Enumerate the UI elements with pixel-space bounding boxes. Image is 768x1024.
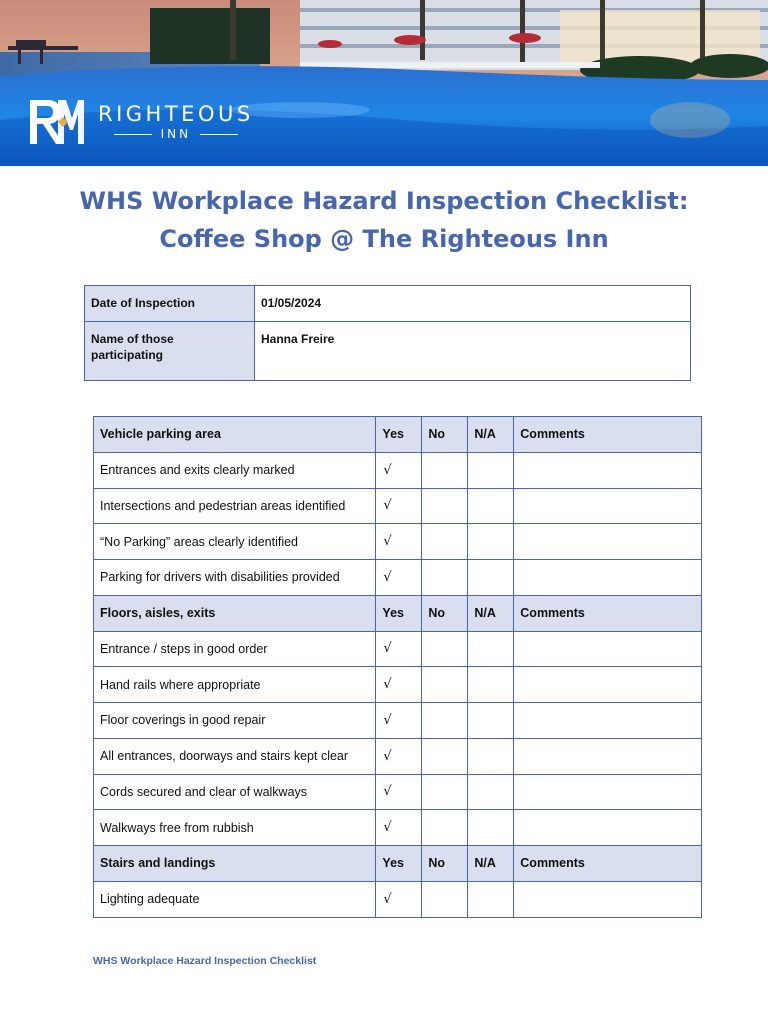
brand-logo xyxy=(24,96,254,148)
column-comments-header: Comments xyxy=(514,846,702,882)
comment-cell xyxy=(514,738,702,774)
section-title: Floors, aisles, exits xyxy=(94,595,376,631)
yes-checkmark-cell: √ xyxy=(376,881,422,917)
comment-cell xyxy=(514,667,702,703)
brand-sub: INN xyxy=(160,127,192,141)
checklist-item-label: Intersections and pedestrian areas identified xyxy=(94,488,376,524)
brand-name: RIGHTEOUS xyxy=(98,102,254,126)
column-no-header: No xyxy=(422,595,468,631)
date-value: 01/05/2024 xyxy=(255,286,691,322)
info-row-date xyxy=(85,286,691,322)
hazard-checklist-table xyxy=(93,416,702,918)
column-yes-header: Yes xyxy=(376,595,422,631)
no-cell xyxy=(422,631,468,667)
yes-checkmark-cell: √ xyxy=(376,703,422,739)
na-cell xyxy=(468,667,514,703)
checklist-item-label: Floor coverings in good repair xyxy=(94,703,376,739)
na-cell xyxy=(468,810,514,846)
page-footer: WHS Workplace Hazard Inspection Checklist xyxy=(93,955,317,967)
column-comments-header: Comments xyxy=(514,595,702,631)
comment-cell xyxy=(514,452,702,488)
checklist-row xyxy=(94,881,702,917)
checklist-item-label: Parking for drivers with disabilities provided xyxy=(94,560,376,596)
checklist-item-label: Entrances and exits clearly marked xyxy=(94,452,376,488)
checklist-row xyxy=(94,488,702,524)
na-cell xyxy=(468,738,514,774)
no-cell xyxy=(422,667,468,703)
no-cell xyxy=(422,810,468,846)
section-header-row xyxy=(94,417,702,453)
checklist-item-label: Cords secured and clear of walkways xyxy=(94,774,376,810)
yes-checkmark-cell: √ xyxy=(376,631,422,667)
yes-checkmark-cell: √ xyxy=(376,560,422,596)
date-label: Date of Inspection xyxy=(85,286,255,322)
checklist-item-label: “No Parking” areas clearly identified xyxy=(94,524,376,560)
header-banner xyxy=(0,0,768,166)
checklist-row xyxy=(94,774,702,810)
na-cell xyxy=(468,774,514,810)
na-cell xyxy=(468,631,514,667)
no-cell xyxy=(422,738,468,774)
no-cell xyxy=(422,452,468,488)
divider xyxy=(114,134,152,135)
yes-checkmark-cell: √ xyxy=(376,810,422,846)
checklist-item-label: Lighting adequate xyxy=(94,881,376,917)
column-na-header: N/A xyxy=(468,846,514,882)
section-title: Vehicle parking area xyxy=(94,417,376,453)
checklist-item-label: All entrances, doorways and stairs kept clear xyxy=(94,738,376,774)
column-yes-header: Yes xyxy=(376,846,422,882)
no-cell xyxy=(422,881,468,917)
divider xyxy=(200,134,238,135)
column-na-header: N/A xyxy=(468,595,514,631)
no-cell xyxy=(422,560,468,596)
yes-checkmark-cell: √ xyxy=(376,524,422,560)
column-na-header: N/A xyxy=(468,417,514,453)
info-row-participants xyxy=(85,322,691,381)
checklist-row xyxy=(94,524,702,560)
column-yes-header: Yes xyxy=(376,417,422,453)
participants-label: Name of those participating xyxy=(85,322,255,381)
section-header-row xyxy=(94,595,702,631)
column-no-header: No xyxy=(422,417,468,453)
column-comments-header: Comments xyxy=(514,417,702,453)
section-title: Stairs and landings xyxy=(94,846,376,882)
na-cell xyxy=(468,703,514,739)
yes-checkmark-cell: √ xyxy=(376,667,422,703)
no-cell xyxy=(422,774,468,810)
section-header-row xyxy=(94,846,702,882)
yes-checkmark-cell: √ xyxy=(376,774,422,810)
na-cell xyxy=(468,560,514,596)
title-line-1: WHS Workplace Hazard Inspection Checklist: xyxy=(79,187,689,215)
no-cell xyxy=(422,524,468,560)
inspection-info-table xyxy=(84,285,691,381)
comment-cell xyxy=(514,774,702,810)
yes-checkmark-cell: √ xyxy=(376,452,422,488)
checklist-item-label: Walkways free from rubbish xyxy=(94,810,376,846)
no-cell xyxy=(422,488,468,524)
checklist-row xyxy=(94,738,702,774)
comment-cell xyxy=(514,703,702,739)
na-cell xyxy=(468,524,514,560)
comment-cell xyxy=(514,881,702,917)
title-line-2: Coffee Shop @ The Righteous Inn xyxy=(159,225,609,253)
participants-value: Hanna Freire xyxy=(255,322,691,381)
checklist-item-label: Entrance / steps in good order xyxy=(94,631,376,667)
document-title xyxy=(0,182,768,258)
no-cell xyxy=(422,703,468,739)
comment-cell xyxy=(514,631,702,667)
checklist-row xyxy=(94,631,702,667)
na-cell xyxy=(468,488,514,524)
comment-cell xyxy=(514,488,702,524)
column-no-header: No xyxy=(422,846,468,882)
comment-cell xyxy=(514,810,702,846)
checklist-row xyxy=(94,667,702,703)
yes-checkmark-cell: √ xyxy=(376,738,422,774)
comment-cell xyxy=(514,560,702,596)
na-cell xyxy=(468,452,514,488)
checklist-row xyxy=(94,810,702,846)
checklist-row xyxy=(94,452,702,488)
righteous-inn-logo-icon xyxy=(24,96,86,148)
checklist-item-label: Hand rails where appropriate xyxy=(94,667,376,703)
comment-cell xyxy=(514,524,702,560)
na-cell xyxy=(468,881,514,917)
checklist-row xyxy=(94,560,702,596)
yes-checkmark-cell: √ xyxy=(376,488,422,524)
checklist-row xyxy=(94,703,702,739)
